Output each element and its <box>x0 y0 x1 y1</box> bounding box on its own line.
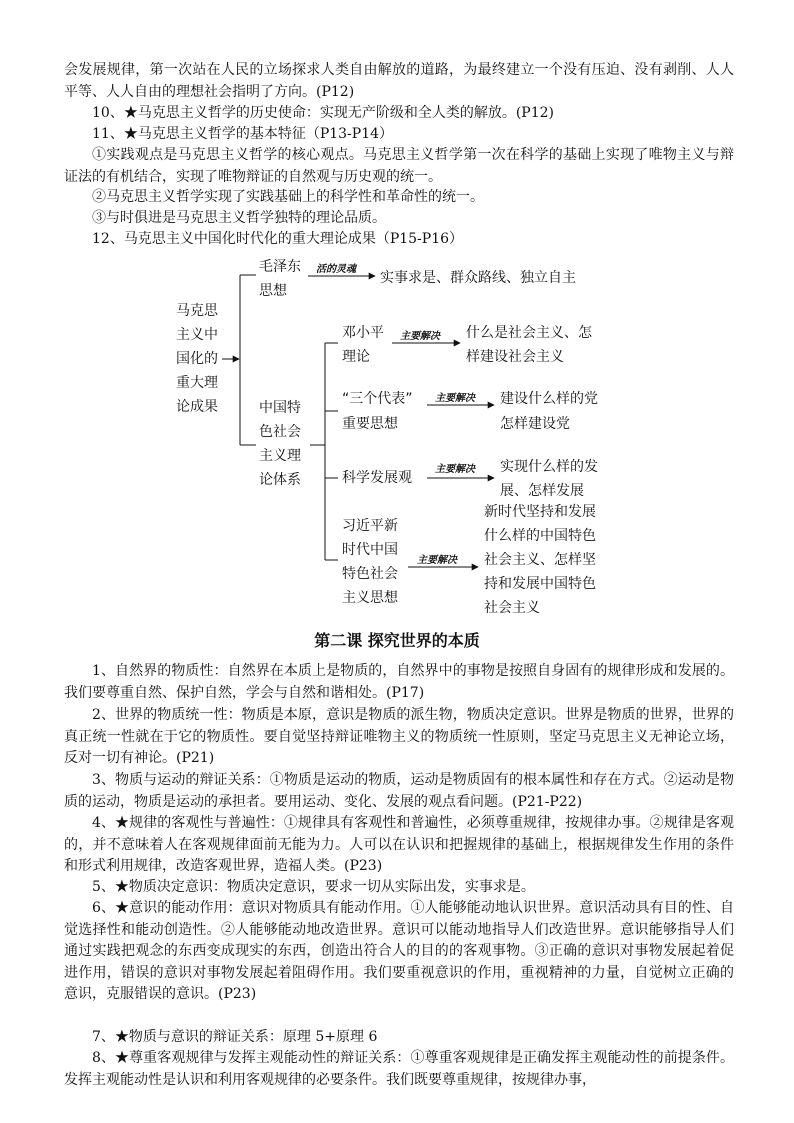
sci-result-1: 实现什么样的发 <box>500 459 598 475</box>
deng-arrow-label: 主要解决 <box>400 331 440 342</box>
three-result-1: 建设什么样的党 <box>500 391 598 407</box>
three-line-1: “三个代表” <box>342 391 413 407</box>
point-12-heading: 12、马克思主义中国化时代化的重大理论成果（P15-P16） <box>92 231 464 247</box>
root-line-3: 国化的 <box>176 351 218 367</box>
lesson-point-3: 3、物质与运动的辩证关系：①物质是运动的物质，运动是物质固有的根本属性和存在方式。②运动是物质的运动，物质是运动的承担者。要用运动、变化、发展的观点看问题。(P21-P22) <box>64 772 734 810</box>
root-line-5: 论成果 <box>176 399 218 415</box>
deng-line-2: 理论 <box>342 349 370 365</box>
system-line-1: 中国特 <box>259 400 301 416</box>
three-result-2: 怎样建设党 <box>500 416 570 432</box>
deng-result-2: 样建设社会主义 <box>466 349 564 365</box>
deng-line-1: 邓小平 <box>342 325 384 341</box>
point-11-heading: 11、★马克思主义哲学的基本特征（P13-P14） <box>92 126 394 142</box>
xi-result-2: 什么样的中国特色 <box>484 528 596 544</box>
xi-line-4: 主义思想 <box>342 590 398 606</box>
root-line-2: 主义中 <box>176 327 218 343</box>
mao-line-2: 思想 <box>259 283 287 299</box>
lesson-title: 第二课 探究世界的本质 <box>314 631 480 650</box>
three-arrow-label: 主要解决 <box>435 393 475 404</box>
lesson-point-5: 5、★物质决定意识：物质决定意识，要求一切从实际出发，实事求是。 <box>92 879 535 895</box>
point-10: 10、★马克思主义哲学的历史使命：实现无产阶级和全人类的解放。(P12) <box>92 105 554 121</box>
xi-result-3: 社会主义、怎样坚 <box>484 552 596 568</box>
xi-line-2: 时代中国 <box>342 542 398 558</box>
point-11-item-1: ①实践观点是马克思主义哲学的核心观点。马克思主义哲学第一次在科学的基础上实现了唯物主义与辩证法的有机结合，实现了唯物辩证的自然观与历史观的统一。 <box>64 147 734 185</box>
sci-result-2: 展、怎样发展 <box>500 483 584 499</box>
sci-arrow-label: 主要解决 <box>435 464 475 475</box>
paragraph-continuation: 会发展规律，第一次站在人民的立场探求人类自由解放的道路，为最终建立一个没有压迫、没有剥削、人人平等、人人自由的理想社会指明了方向。(P12) <box>64 62 734 100</box>
point-11-item-3: ③与时俱进是马克思主义哲学独特的理论品质。 <box>92 210 386 226</box>
lesson-point-1: 1、自然界的物质性：自然界在本质上是物质的，自然界中的事物是按照自身固有的规律形成和发展的。我们要尊重自然、保护自然，学会与自然和谐相处。(P17) <box>64 663 734 701</box>
xi-result-1: 新时代坚持和发展 <box>484 504 596 520</box>
mao-line-1: 毛泽东 <box>259 259 301 275</box>
xi-line-3: 特色社会 <box>342 566 398 582</box>
lesson-point-2: 2、世界的物质统一性：物质是本原，意识是物质的派生物，物质决定意识。世界是物质的世界，世界的真正统一性就在于它的物质性。要自觉坚持辩证唯物主义的物质统一性原则，坚定马克思主义无神论立场，反对一切有神论。(P21) <box>64 707 734 766</box>
xi-line-1: 习近平新 <box>342 518 398 534</box>
point-11-item-2: ②马克思主义哲学实现了实践基础上的科学性和革命性的统一。 <box>92 189 484 205</box>
deng-result-1: 什么是社会主义、怎 <box>466 325 592 341</box>
mao-result: 实事求是、群众路线、独立自主 <box>380 270 576 286</box>
sci-label: 科学发展观 <box>342 470 412 486</box>
mao-arrow-label: 活的灵魂 <box>316 264 356 275</box>
lesson-point-7: 7、★物质与意识的辩证关系：原理 5+原理 6 <box>92 1029 378 1045</box>
root-line-1: 马克思 <box>176 303 218 319</box>
system-line-4: 论体系 <box>259 472 301 488</box>
xi-result-5: 社会主义 <box>484 600 540 616</box>
root-line-4: 重大理 <box>176 375 218 391</box>
lesson-point-6: 6、★意识的能动作用：意识对物质具有能动作用。①人能够能动地认识世界。意识活动具有目的性、自觉选择性和能动创造性。②人能够能动地改造世界。意识可以能动地指导人们改造世界。意识能够指导人们通过实践把观念的东西变成现实的东西，创造出符合人的目的的客观事物。③正确的意识对事物发展起着促进作用，错误的意识对事物发展起着阻碍作用。我们要重视意识的作用，重视精神的力量，自觉树立正确的意识，克服错误的意识。(P23) <box>64 900 734 1002</box>
xi-arrow-label: 主要解决 <box>417 555 457 566</box>
system-line-3: 主义理 <box>259 448 301 464</box>
lesson-point-8: 8、★尊重客观规律与发挥主观能动性的辩证关系：①尊重客观规律是正确发挥主观能动性的前提条件。发挥主观能动性是认识和利用客观规律的必要条件。我们既要尊重规律，按规律办事， <box>64 1050 734 1088</box>
lesson-point-4: 4、★规律的客观性与普遍性：①规律具有客观性和普遍性，必须尊重规律，按规律办事。②规律是客观的，并不意味着人在客观规律面前无能为力。人可以在认识和把握规律的基础上，根据规律发生作用的条件和形式利用规律，改造客观世界，造福人类。(P23) <box>64 815 734 874</box>
three-line-2: 重要思想 <box>342 416 398 432</box>
xi-result-4: 持和发展中国特色 <box>484 576 596 592</box>
system-line-2: 色社会 <box>259 424 301 440</box>
